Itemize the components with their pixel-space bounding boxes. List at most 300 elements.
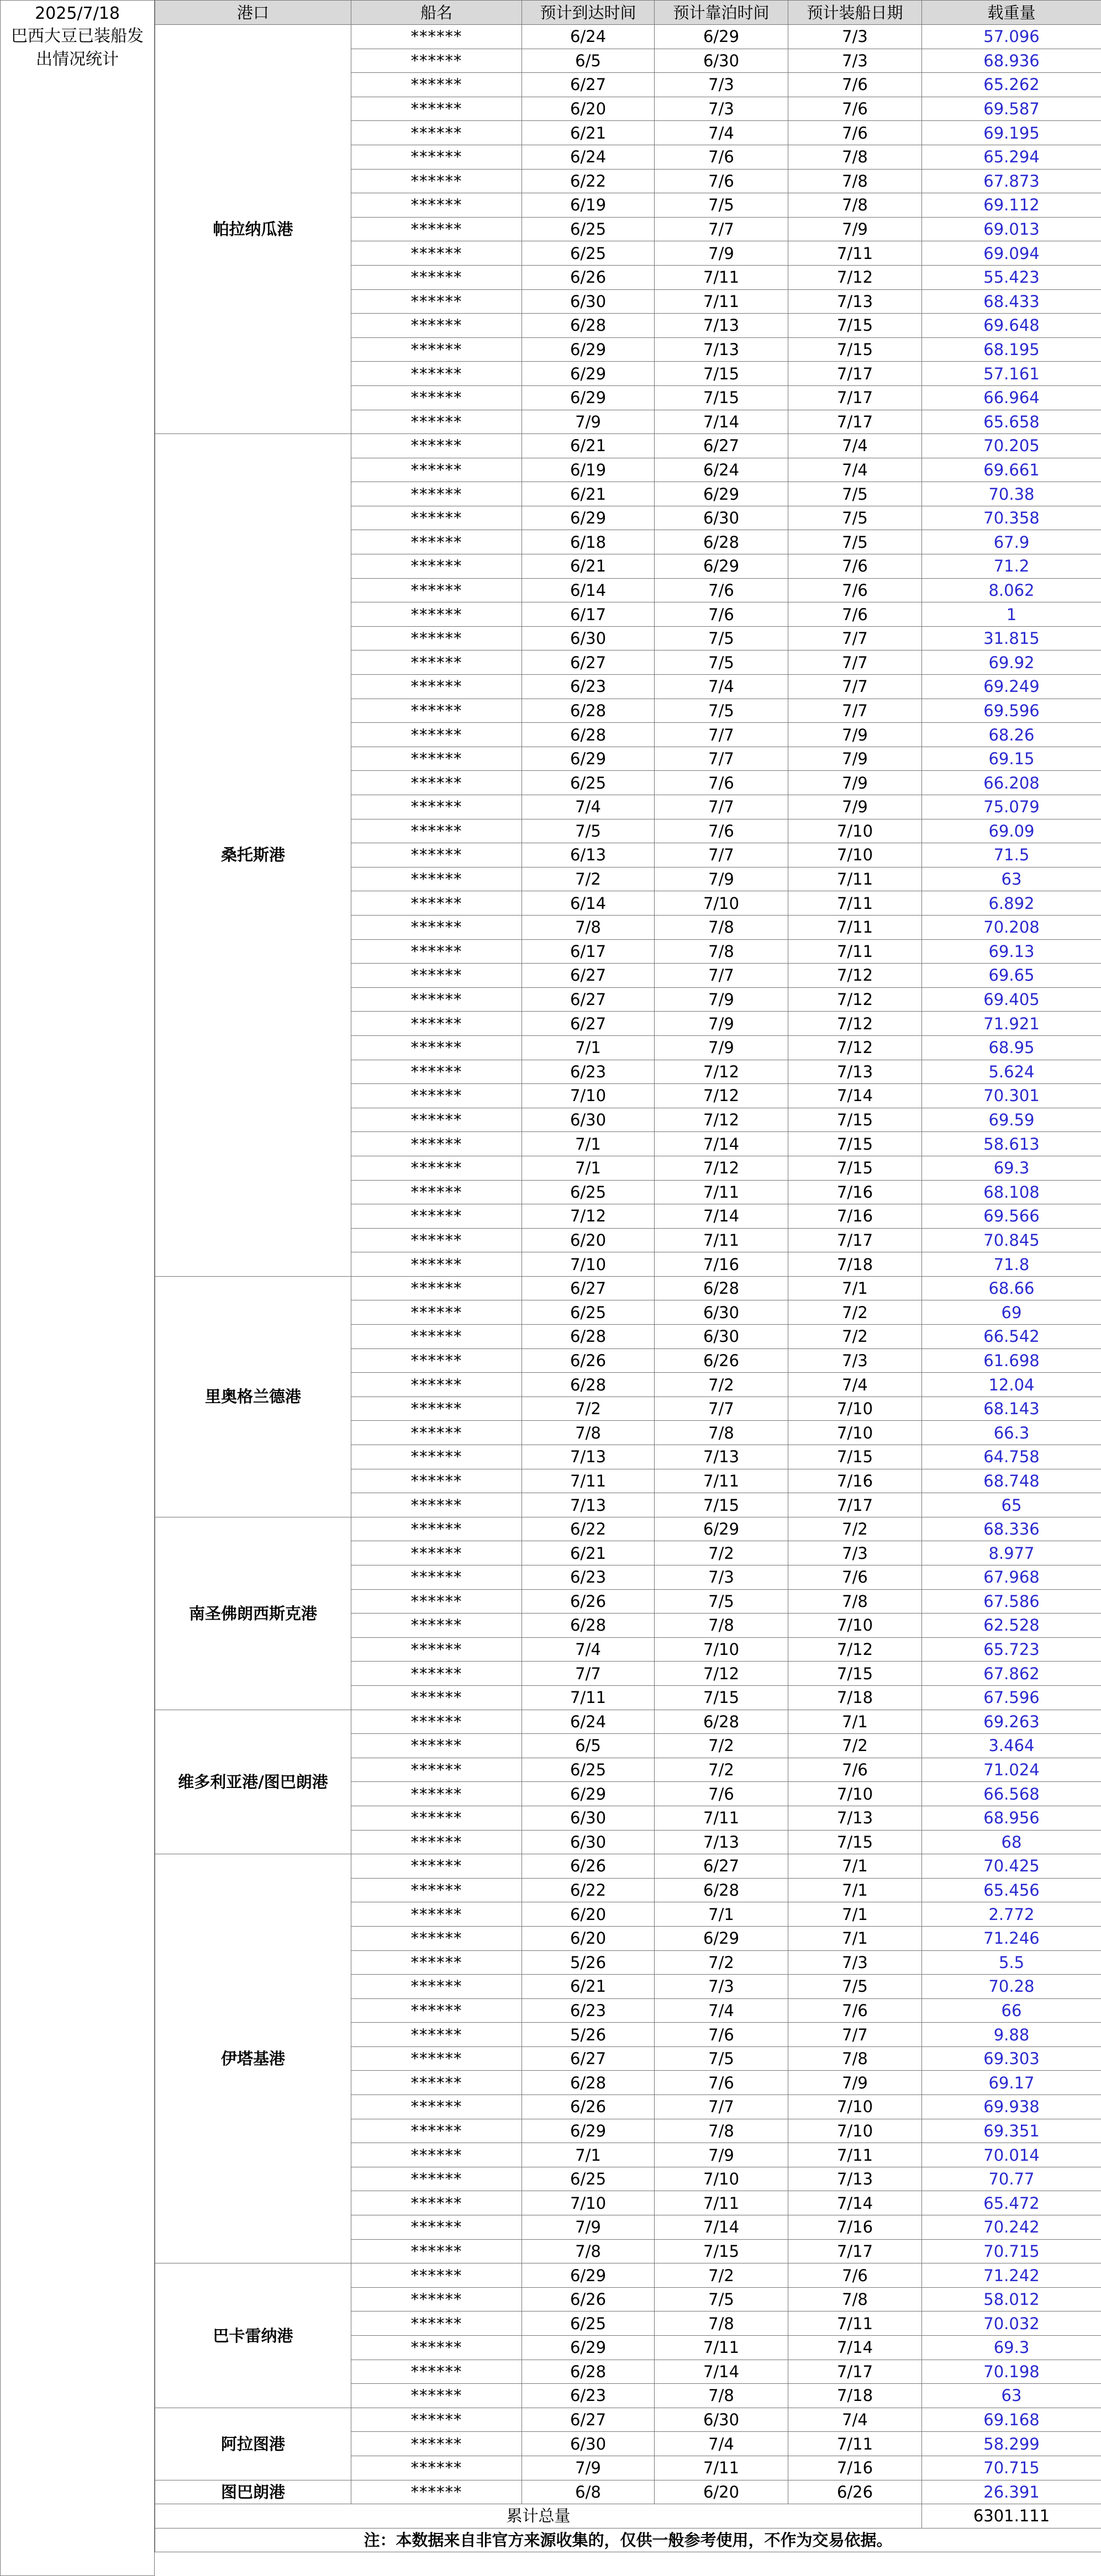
ship-name-cell: ******	[351, 1710, 522, 1734]
eta-cell: 7/8	[522, 1421, 655, 1445]
eta-cell: 6/29	[522, 2119, 655, 2143]
ship-name-cell: ******	[351, 747, 522, 771]
loading-date-cell: 7/4	[788, 2408, 922, 2432]
loading-date-cell: 7/9	[788, 771, 922, 795]
header-port: 港口	[155, 1, 351, 25]
header-ship-name: 船名	[351, 1, 522, 25]
berthing-cell: 7/4	[655, 121, 788, 145]
ship-name-cell: ******	[351, 2384, 522, 2408]
loading-date-cell: 7/10	[788, 2095, 922, 2119]
ship-name-cell: ******	[351, 362, 522, 386]
ship-name-cell: ******	[351, 1156, 522, 1180]
berthing-cell: 6/28	[655, 1710, 788, 1734]
eta-cell: 6/29	[522, 385, 655, 410]
tonnage-cell: 65.262	[922, 73, 1101, 97]
eta-cell: 6/24	[522, 25, 655, 49]
ship-name-cell: ******	[351, 2456, 522, 2480]
loading-date-cell: 7/1	[788, 1276, 922, 1300]
berthing-cell: 7/9	[655, 2143, 788, 2167]
tonnage-cell: 70.301	[922, 1084, 1101, 1108]
eta-cell: 6/23	[522, 2384, 655, 2408]
tonnage-cell: 31.815	[922, 626, 1101, 650]
side-header-panel	[0, 0, 155, 2576]
eta-cell: 5/26	[522, 2023, 655, 2047]
berthing-cell: 7/14	[655, 1204, 788, 1229]
tonnage-cell: 69.195	[922, 121, 1101, 145]
table-body	[155, 25, 1101, 2504]
ship-name-cell: ******	[351, 289, 522, 314]
eta-cell: 7/10	[522, 2191, 655, 2215]
tonnage-cell: 69.59	[922, 1108, 1101, 1132]
berthing-cell: 7/11	[655, 2456, 788, 2480]
ship-name-cell: ******	[351, 2143, 522, 2167]
eta-cell: 6/29	[522, 2336, 655, 2360]
ship-name-cell: ******	[351, 2095, 522, 2119]
berthing-cell: 7/10	[655, 1637, 788, 1662]
tonnage-cell: 58.012	[922, 2287, 1101, 2311]
tonnage-cell: 69	[922, 1300, 1101, 1325]
ship-name-cell: ******	[351, 1950, 522, 1975]
loading-date-cell: 7/11	[788, 2311, 922, 2336]
loading-date-cell: 7/14	[788, 2336, 922, 2360]
ship-name-cell: ******	[351, 819, 522, 843]
tonnage-cell: 70.77	[922, 2167, 1101, 2191]
tonnage-cell: 57.096	[922, 25, 1101, 49]
eta-cell: 6/28	[522, 723, 655, 747]
ship-name-cell: ******	[351, 1060, 522, 1084]
berthing-cell: 7/3	[655, 73, 788, 97]
table-row	[155, 1854, 1101, 1879]
eta-cell: 6/26	[522, 265, 655, 289]
berthing-cell: 7/11	[655, 2191, 788, 2215]
eta-cell: 6/29	[522, 506, 655, 530]
ship-name-cell: ******	[351, 506, 522, 530]
loading-date-cell: 7/6	[788, 97, 922, 121]
ship-name-cell: ******	[351, 1493, 522, 1517]
eta-cell: 7/1	[522, 1035, 655, 1060]
tonnage-cell: 70.014	[922, 2143, 1101, 2167]
berthing-cell: 7/6	[655, 1782, 788, 1806]
ship-name-cell: ******	[351, 650, 522, 675]
berthing-cell: 7/12	[655, 1662, 788, 1686]
berthing-cell: 7/13	[655, 1830, 788, 1854]
tonnage-cell: 69.3	[922, 1156, 1101, 1180]
berthing-cell: 7/6	[655, 771, 788, 795]
eta-cell: 6/21	[522, 1975, 655, 1999]
loading-date-cell: 7/11	[788, 891, 922, 916]
tonnage-cell: 68.95	[922, 1035, 1101, 1060]
loading-date-cell: 7/4	[788, 1373, 922, 1397]
berthing-cell: 7/11	[655, 289, 788, 314]
berthing-cell: 7/9	[655, 1035, 788, 1060]
table-row	[155, 25, 1101, 49]
ship-name-cell: ******	[351, 2432, 522, 2456]
berthing-cell: 7/11	[655, 1469, 788, 1493]
eta-cell: 6/19	[522, 193, 655, 218]
berthing-cell: 7/6	[655, 169, 788, 193]
ship-name-cell: ******	[351, 964, 522, 988]
eta-cell: 6/27	[522, 987, 655, 1012]
eta-cell: 6/21	[522, 554, 655, 579]
header-eta: 预计到达时间	[522, 1, 655, 25]
eta-cell: 7/1	[522, 1132, 655, 1156]
ship-name-cell: ******	[351, 2360, 522, 2384]
tonnage-cell: 5.624	[922, 1060, 1101, 1084]
eta-cell: 6/20	[522, 1926, 655, 1950]
berthing-cell: 6/26	[655, 1348, 788, 1373]
tonnage-cell: 68.433	[922, 289, 1101, 314]
tonnage-cell: 69.596	[922, 699, 1101, 723]
loading-date-cell: 7/17	[788, 2239, 922, 2263]
loading-date-cell: 7/11	[788, 867, 922, 891]
ship-name-cell: ******	[351, 1662, 522, 1686]
ship-name-cell: ******	[351, 1397, 522, 1421]
eta-cell: 6/30	[522, 626, 655, 650]
tonnage-cell: 66.542	[922, 1325, 1101, 1349]
loading-date-cell: 7/6	[788, 2263, 922, 2288]
berthing-cell: 7/12	[655, 1108, 788, 1132]
eta-cell: 6/25	[522, 1180, 655, 1204]
berthing-cell: 6/27	[655, 434, 788, 458]
berthing-cell: 7/2	[655, 1541, 788, 1565]
header-tonnage: 载重量	[922, 1, 1101, 25]
tonnage-cell: 71.8	[922, 1252, 1101, 1277]
port-name: 帕拉纳瓜港	[155, 25, 351, 434]
loading-date-cell: 7/12	[788, 265, 922, 289]
berthing-cell: 7/10	[655, 891, 788, 916]
loading-date-cell: 7/7	[788, 2023, 922, 2047]
loading-date-cell: 7/15	[788, 1156, 922, 1180]
loading-date-cell: 7/13	[788, 1806, 922, 1830]
eta-cell: 6/5	[522, 1734, 655, 1758]
ship-name-cell: ******	[351, 1637, 522, 1662]
berthing-cell: 7/7	[655, 217, 788, 241]
ship-name-cell: ******	[351, 1854, 522, 1879]
tonnage-cell: 69.249	[922, 675, 1101, 699]
berthing-cell: 6/30	[655, 1300, 788, 1325]
berthing-cell: 7/12	[655, 1156, 788, 1180]
loading-date-cell: 7/11	[788, 241, 922, 266]
tonnage-cell: 68.956	[922, 1806, 1101, 1830]
loading-date-cell: 7/10	[788, 2119, 922, 2143]
berthing-cell: 7/11	[655, 1228, 788, 1252]
berthing-cell: 7/9	[655, 867, 788, 891]
berthing-cell: 6/24	[655, 458, 788, 482]
tonnage-cell: 69.17	[922, 2071, 1101, 2095]
total-value: 6301.111	[922, 2504, 1101, 2529]
berthing-cell: 7/8	[655, 939, 788, 964]
ship-name-cell: ******	[351, 867, 522, 891]
tonnage-cell: 69.938	[922, 2095, 1101, 2119]
ship-name-cell: ******	[351, 1035, 522, 1060]
berthing-cell: 7/4	[655, 1998, 788, 2023]
tonnage-cell: 68.336	[922, 1517, 1101, 1541]
loading-date-cell: 7/13	[788, 1060, 922, 1084]
eta-cell: 7/13	[522, 1493, 655, 1517]
loading-date-cell: 7/17	[788, 2360, 922, 2384]
berthing-cell: 7/6	[655, 819, 788, 843]
port-name: 南圣佛朗西斯克港	[155, 1517, 351, 1710]
eta-cell: 6/20	[522, 1228, 655, 1252]
loading-date-cell: 7/6	[788, 1758, 922, 1782]
loading-date-cell: 7/9	[788, 747, 922, 771]
eta-cell: 6/22	[522, 169, 655, 193]
berthing-cell: 6/28	[655, 1878, 788, 1902]
ship-name-cell: ******	[351, 2287, 522, 2311]
port-name: 桑托斯港	[155, 434, 351, 1277]
eta-cell: 6/20	[522, 1902, 655, 1927]
tonnage-cell: 71.5	[922, 843, 1101, 868]
berthing-cell: 6/28	[655, 1276, 788, 1300]
tonnage-cell: 66	[922, 1998, 1101, 2023]
loading-date-cell: 7/9	[788, 795, 922, 819]
loading-date-cell: 7/6	[788, 1998, 922, 2023]
tonnage-cell: 63	[922, 2384, 1101, 2408]
ship-name-cell: ******	[351, 2408, 522, 2432]
berthing-cell: 7/7	[655, 964, 788, 988]
eta-cell: 6/17	[522, 602, 655, 627]
eta-cell: 7/8	[522, 915, 655, 939]
ship-name-cell: ******	[351, 771, 522, 795]
ship-name-cell: ******	[351, 1998, 522, 2023]
berthing-cell: 7/15	[655, 2239, 788, 2263]
ship-name-cell: ******	[351, 675, 522, 699]
eta-cell: 6/28	[522, 2360, 655, 2384]
berthing-cell: 7/15	[655, 1685, 788, 1710]
shipment-table	[155, 0, 1101, 2552]
berthing-cell: 7/14	[655, 1132, 788, 1156]
table-row	[155, 1710, 1101, 1734]
ship-name-cell: ******	[351, 1373, 522, 1397]
ship-name-cell: ******	[351, 482, 522, 506]
loading-date-cell: 7/9	[788, 217, 922, 241]
loading-date-cell: 7/6	[788, 73, 922, 97]
tonnage-cell: 75.079	[922, 795, 1101, 819]
tonnage-cell: 67.596	[922, 1685, 1101, 1710]
eta-cell: 7/9	[522, 2215, 655, 2240]
table-row	[155, 2480, 1101, 2504]
ship-name-cell: ******	[351, 795, 522, 819]
header-loading-date: 预计装船日期	[788, 1, 922, 25]
tonnage-cell: 69.112	[922, 193, 1101, 218]
ship-name-cell: ******	[351, 121, 522, 145]
eta-cell: 7/1	[522, 2143, 655, 2167]
loading-date-cell: 7/6	[788, 1565, 922, 1590]
eta-cell: 6/29	[522, 362, 655, 386]
tonnage-cell: 71.921	[922, 1012, 1101, 1036]
eta-cell: 6/5	[522, 49, 655, 73]
berthing-cell: 6/30	[655, 2408, 788, 2432]
tonnage-cell: 70.208	[922, 915, 1101, 939]
loading-date-cell: 7/15	[788, 337, 922, 362]
loading-date-cell: 7/16	[788, 1204, 922, 1229]
tonnage-cell: 70.205	[922, 434, 1101, 458]
ship-name-cell: ******	[351, 1830, 522, 1854]
berthing-cell: 7/11	[655, 265, 788, 289]
tonnage-cell: 69.094	[922, 241, 1101, 266]
berthing-cell: 7/15	[655, 385, 788, 410]
loading-date-cell: 7/12	[788, 964, 922, 988]
loading-date-cell: 7/6	[788, 602, 922, 627]
loading-date-cell: 7/3	[788, 1950, 922, 1975]
ship-name-cell: ******	[351, 169, 522, 193]
loading-date-cell: 7/8	[788, 2046, 922, 2071]
ship-name-cell: ******	[351, 2311, 522, 2336]
tonnage-cell: 71.242	[922, 2263, 1101, 2288]
tonnage-cell: 70.032	[922, 2311, 1101, 2336]
tonnage-cell: 6.892	[922, 891, 1101, 916]
port-name: 阿拉图港	[155, 2408, 351, 2480]
berthing-cell: 7/5	[655, 1589, 788, 1614]
tonnage-cell: 69.351	[922, 2119, 1101, 2143]
berthing-cell: 6/29	[655, 1926, 788, 1950]
ship-name-cell: ******	[351, 1325, 522, 1349]
loading-date-cell: 7/9	[788, 723, 922, 747]
ship-name-cell: ******	[351, 1589, 522, 1614]
loading-date-cell: 7/12	[788, 1637, 922, 1662]
eta-cell: 6/23	[522, 1998, 655, 2023]
table-row	[155, 434, 1101, 458]
berthing-cell: 6/29	[655, 1517, 788, 1541]
ship-name-cell: ******	[351, 2119, 522, 2143]
loading-date-cell: 7/18	[788, 2384, 922, 2408]
port-name: 维多利亚港/图巴朗港	[155, 1710, 351, 1854]
port-name: 伊塔基港	[155, 1854, 351, 2263]
tonnage-cell: 68.936	[922, 49, 1101, 73]
eta-cell: 6/27	[522, 1012, 655, 1036]
berthing-cell: 7/14	[655, 2360, 788, 2384]
tonnage-cell: 70.242	[922, 2215, 1101, 2240]
tonnage-cell: 69.263	[922, 1710, 1101, 1734]
ship-name-cell: ******	[351, 1806, 522, 1830]
loading-date-cell: 7/8	[788, 169, 922, 193]
tonnage-cell: 67.9	[922, 530, 1101, 554]
loading-date-cell: 7/1	[788, 1878, 922, 1902]
loading-date-cell: 7/11	[788, 939, 922, 964]
berthing-cell: 7/7	[655, 747, 788, 771]
berthing-cell: 7/4	[655, 675, 788, 699]
ship-name-cell: ******	[351, 1421, 522, 1445]
table-header-row	[155, 1, 1101, 25]
ship-name-cell: ******	[351, 2480, 522, 2504]
ship-name-cell: ******	[351, 1565, 522, 1590]
loading-date-cell: 7/10	[788, 1397, 922, 1421]
loading-date-cell: 7/15	[788, 1445, 922, 1469]
eta-cell: 6/24	[522, 1710, 655, 1734]
eta-cell: 7/9	[522, 2456, 655, 2480]
eta-cell: 6/30	[522, 1806, 655, 1830]
berthing-cell: 6/30	[655, 49, 788, 73]
tonnage-cell: 69.661	[922, 458, 1101, 482]
ship-name-cell: ******	[351, 891, 522, 916]
ship-name-cell: ******	[351, 314, 522, 338]
eta-cell: 5/26	[522, 1950, 655, 1975]
ship-name-cell: ******	[351, 337, 522, 362]
loading-date-cell: 7/17	[788, 410, 922, 434]
ship-name-cell: ******	[351, 1614, 522, 1638]
eta-cell: 6/25	[522, 217, 655, 241]
ship-name-cell: ******	[351, 1926, 522, 1950]
eta-cell: 6/27	[522, 73, 655, 97]
berthing-cell: 7/13	[655, 314, 788, 338]
berthing-cell: 7/3	[655, 1565, 788, 1590]
tonnage-cell: 69.303	[922, 2046, 1101, 2071]
loading-date-cell: 7/16	[788, 2215, 922, 2240]
ship-name-cell: ******	[351, 939, 522, 964]
ship-name-cell: ******	[351, 1204, 522, 1229]
table-row	[155, 1517, 1101, 1541]
ship-name-cell: ******	[351, 987, 522, 1012]
ship-name-cell: ******	[351, 1445, 522, 1469]
loading-date-cell: 7/5	[788, 530, 922, 554]
loading-date-cell: 7/15	[788, 1662, 922, 1686]
ship-name-cell: ******	[351, 1132, 522, 1156]
port-name: 图巴朗港	[155, 2480, 351, 2504]
tonnage-cell: 64.758	[922, 1445, 1101, 1469]
eta-cell: 7/5	[522, 819, 655, 843]
berthing-cell: 7/5	[655, 2287, 788, 2311]
berthing-cell: 6/20	[655, 2480, 788, 2504]
loading-date-cell: 7/7	[788, 675, 922, 699]
tonnage-cell: 57.161	[922, 362, 1101, 386]
tonnage-cell: 68.66	[922, 1276, 1101, 1300]
berthing-cell: 7/8	[655, 2311, 788, 2336]
tonnage-cell: 71.024	[922, 1758, 1101, 1782]
berthing-cell: 6/27	[655, 1854, 788, 1879]
loading-date-cell: 7/15	[788, 1108, 922, 1132]
eta-cell: 6/25	[522, 1300, 655, 1325]
eta-cell: 6/29	[522, 2263, 655, 2288]
loading-date-cell: 7/2	[788, 1325, 922, 1349]
eta-cell: 6/26	[522, 1589, 655, 1614]
ship-name-cell: ******	[351, 1517, 522, 1541]
berthing-cell: 7/8	[655, 2384, 788, 2408]
tonnage-cell: 69.405	[922, 987, 1101, 1012]
eta-cell: 6/20	[522, 97, 655, 121]
eta-cell: 6/23	[522, 1565, 655, 1590]
tonnage-cell: 69.168	[922, 2408, 1101, 2432]
tonnage-cell: 65.456	[922, 1878, 1101, 1902]
tonnage-cell: 67.862	[922, 1662, 1101, 1686]
loading-date-cell: 7/15	[788, 1830, 922, 1854]
loading-date-cell: 7/18	[788, 1252, 922, 1277]
tonnage-cell: 69.566	[922, 1204, 1101, 1229]
berthing-cell: 7/2	[655, 1758, 788, 1782]
eta-cell: 7/11	[522, 1685, 655, 1710]
loading-date-cell: 7/4	[788, 434, 922, 458]
tonnage-cell: 69.3	[922, 2336, 1101, 2360]
loading-date-cell: 7/10	[788, 1782, 922, 1806]
berthing-cell: 7/9	[655, 1012, 788, 1036]
loading-date-cell: 7/2	[788, 1517, 922, 1541]
tonnage-cell: 26.391	[922, 2480, 1101, 2504]
loading-date-cell: 7/7	[788, 626, 922, 650]
tonnage-cell: 67.873	[922, 169, 1101, 193]
eta-cell: 6/25	[522, 2167, 655, 2191]
loading-date-cell: 7/18	[788, 1685, 922, 1710]
loading-date-cell: 7/12	[788, 1035, 922, 1060]
tonnage-cell: 69.92	[922, 650, 1101, 675]
loading-date-cell: 7/16	[788, 2456, 922, 2480]
loading-date-cell: 7/16	[788, 1180, 922, 1204]
berthing-cell: 7/13	[655, 1445, 788, 1469]
ship-name-cell: ******	[351, 193, 522, 218]
tonnage-cell: 63	[922, 867, 1101, 891]
tonnage-cell: 65.294	[922, 145, 1101, 169]
ship-name-cell: ******	[351, 602, 522, 627]
eta-cell: 7/9	[522, 410, 655, 434]
eta-cell: 6/26	[522, 2095, 655, 2119]
